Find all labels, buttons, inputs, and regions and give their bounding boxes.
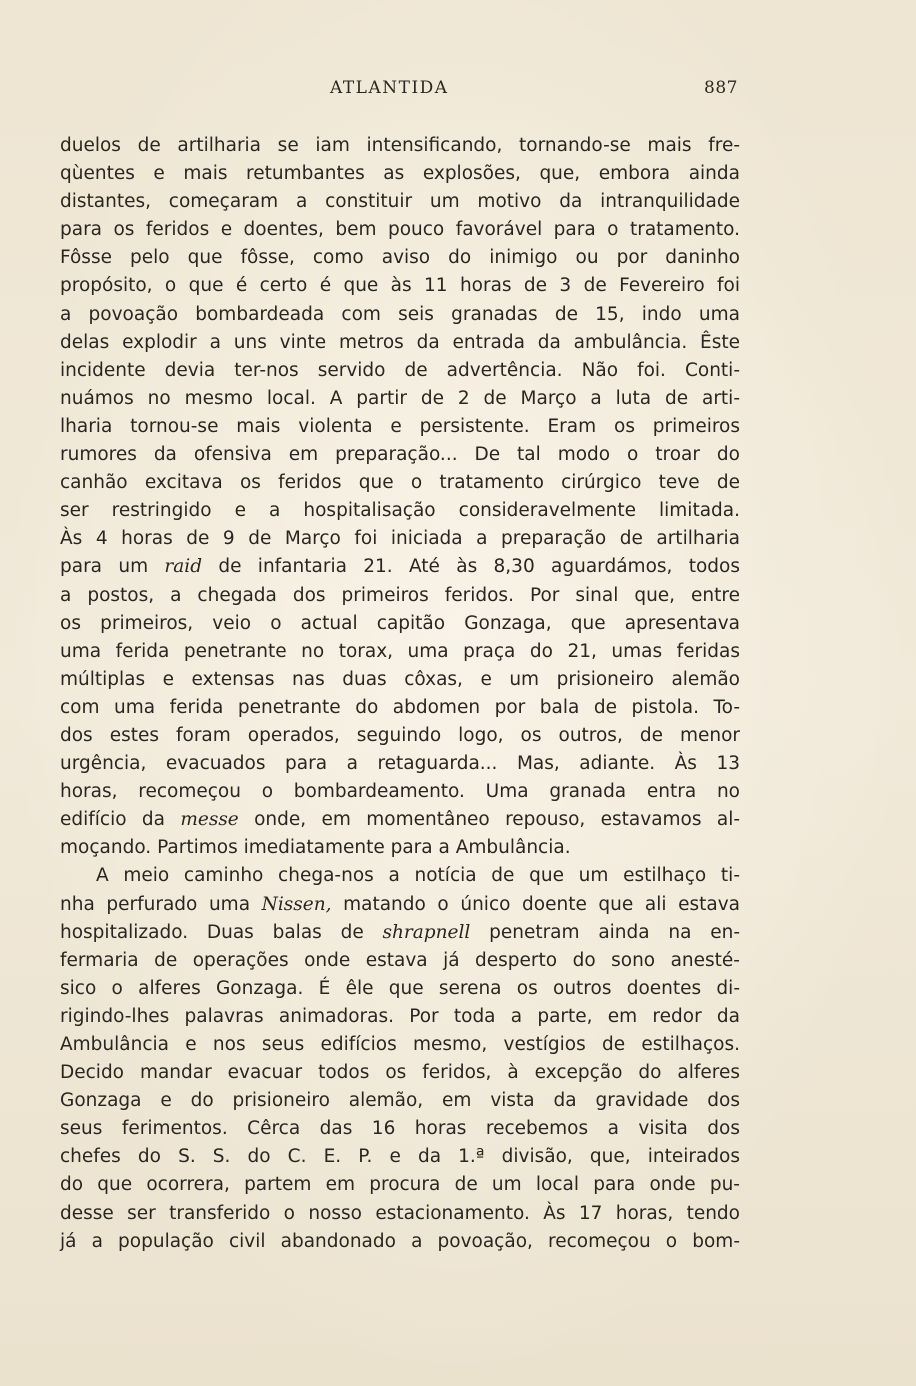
text-line: uma ferida penetrante no torax, uma praça do 21, umas feridas (60, 640, 740, 662)
text-line: ser restringido e a hospitalisação consideravelmente limitada. (60, 500, 740, 522)
page-header (60, 78, 738, 104)
text-segment: nha perfurado uma (60, 893, 262, 915)
text-line: múltiplas e extensas nas duas côxas, e um prisioneiro alemão (60, 668, 740, 690)
text-line (60, 806, 740, 834)
text-line: delas explodir a uns vinte metros da entrada da ambulância. Êste (60, 331, 740, 353)
text-line: com uma ferida penetrante do abdomen por bala de pistola. To- (60, 696, 740, 718)
text-line: para os feridos e doentes, bem pouco favorável para o tratamento. (60, 219, 740, 241)
text-line (60, 919, 740, 947)
text-line: desse ser transferido o nosso estacionamento. Às 17 horas, tendo (60, 1202, 740, 1224)
page-number: 887 (704, 78, 738, 98)
text-line: seus ferimentos. Cêrca das 16 horas recebemos a visita dos (60, 1118, 740, 1140)
text-line: Ambulância e nos seus edifícios mesmo, vestígios de estilhaços. (60, 1034, 740, 1055)
text-line: fermaria de operações onde estava já desperto do sono anesté- (60, 949, 740, 971)
text-line: duelos de artilharia se iam intensificando, tornando-se mais fre- (60, 135, 740, 156)
text-line: Decido mandar evacuar todos os feridos, à excepção do alferes (60, 1062, 740, 1084)
body-text (60, 132, 740, 1256)
text-line: Fôsse pelo que fôsse, como aviso do inimigo ou por daninho (60, 247, 740, 269)
text-line: A meio caminho chega-nos a notícia de que um estilhaço ti- (96, 865, 740, 887)
text-line: urgência, evacuados para a retaguarda... Mas, adiante. Às 13 (60, 753, 740, 775)
text-line: canhão excitava os feridos que o tratamento cirúrgico teve de (60, 472, 740, 494)
italic-term: raid (164, 556, 203, 578)
text-line: chefes do S. S. do C. E. P. e da 1.ª divisão, que, inteirados (60, 1146, 740, 1168)
text-segment: matando o único doente que ali estava (331, 893, 740, 915)
italic-term: Nissen, (261, 893, 332, 915)
text-line: moçando. Partimos imediatamente para a Ambulância. (60, 837, 571, 859)
text-line: dos estes foram operados, seguindo logo, os outros, de menor (60, 724, 740, 746)
text-segment: onde, em momentâneo repouso, estavamos al- (238, 809, 741, 831)
text-line: sico o alferes Gonzaga. É êle que serena os outros doentes di- (60, 977, 740, 999)
italic-term: messe (180, 809, 239, 831)
text-segment: para um (60, 556, 165, 578)
text-segment: hospitalizado. Duas balas de (60, 921, 383, 943)
text-segment: penetram ainda na en- (470, 921, 740, 943)
text-line: incidente devia ter-nos servido de advertência. Não foi. Conti- (60, 359, 740, 381)
text-line (60, 553, 740, 581)
text-line: horas, recomeçou o bombardeamento. Uma granada entra no (60, 781, 740, 803)
text-line: propósito, o que é certo é que às 11 horas de 3 de Fevereiro foi (60, 275, 740, 297)
text-line: rumores da ofensiva em preparação... De tal modo o troar do (60, 444, 740, 466)
text-segment: edifício da (60, 809, 181, 831)
text-line: rigindo-lhes palavras animadoras. Por toda a parte, em redor da (60, 1005, 740, 1027)
text-line: do que ocorrera, partem em procura de um local para onde pu- (60, 1174, 740, 1196)
text-line: lharia tornou-se mais violenta e persistente. Eram os primeiros (60, 415, 740, 437)
text-line: a postos, a chegada dos primeiros feridos. Por sinal que, entre (60, 584, 740, 606)
text-line: Às 4 horas de 9 de Março foi iniciada a preparação de artilharia (60, 528, 740, 550)
text-line: nuámos no mesmo local. A partir de 2 de Março a luta de arti- (60, 387, 740, 409)
running-title: ATLANTIDA (330, 78, 449, 98)
text-line (60, 891, 740, 919)
text-line: os primeiros, veio o actual capitão Gonzaga, que apresentava (60, 612, 740, 634)
text-line: a povoação bombardeada com seis granadas de 15, indo uma (60, 303, 740, 325)
text-line: distantes, começaram a constituir um motivo da intranquilidade (60, 191, 740, 213)
text-line: já a população civil abandonado a povoação, recomeçou o bom- (60, 1230, 740, 1252)
italic-term: shrapnell (382, 921, 471, 943)
text-line: qùentes e mais retumbantes as explosões, que, embora ainda (60, 163, 740, 185)
text-line: Gonzaga e do prisioneiro alemão, em vista da gravidade dos (60, 1090, 740, 1112)
text-segment: de infantaria 21. Até às 8,30 aguardámos, todos (202, 556, 740, 578)
